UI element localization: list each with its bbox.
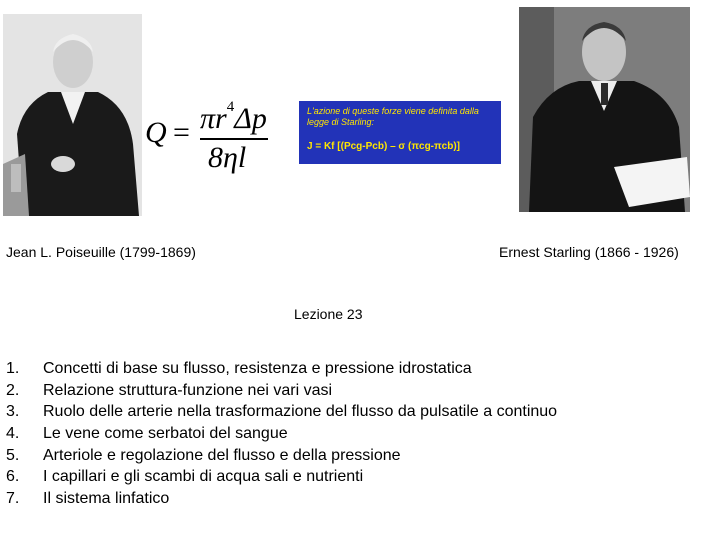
- formula-numerator-base: πr: [200, 102, 227, 135]
- portrait-illustration: [519, 7, 690, 212]
- formula-lhs: Q: [145, 116, 167, 149]
- topic-text: Relazione struttura-funzione nei vari vasi: [43, 381, 333, 399]
- starling-portrait: [519, 7, 690, 212]
- starling-equation-box: [299, 101, 501, 164]
- topic-text: Concetti di base su flusso, resistenza e pressione idrostatica: [43, 360, 472, 377]
- lecture-title: Lezione 23: [294, 306, 363, 322]
- fraction-bar: [200, 138, 268, 140]
- topic-item: [6, 423, 557, 445]
- topic-number: 7.: [6, 490, 20, 508]
- starling-description: L'azione di queste forze viene definita dalla legge di Starling:: [307, 106, 479, 127]
- topic-list: [6, 358, 557, 510]
- topic-text: Le vene come serbatoi del sangue: [43, 425, 288, 443]
- poiseuille-portrait: [3, 14, 142, 216]
- formula-equals: =: [173, 116, 190, 149]
- starling-equation: J = Kf [(Pcg-Pcb) – σ (πcg-πcb)]: [307, 141, 460, 152]
- topic-item: [6, 466, 557, 488]
- topic-text: I capillari e gli scambi di acqua sali e nutrienti: [43, 468, 364, 486]
- topic-item: [6, 445, 557, 467]
- topic-number: 6.: [6, 468, 20, 486]
- formula-numerator: [200, 99, 267, 136]
- topic-number: 5.: [6, 446, 20, 464]
- topic-number: 4.: [6, 425, 20, 443]
- topic-text: Ruolo delle arterie nella trasformazione del flusso da pulsatile a continuo: [43, 403, 558, 421]
- topic-item: [6, 380, 557, 402]
- portrait-illustration: [3, 14, 142, 216]
- topic-number: 1.: [6, 360, 20, 377]
- poiseuille-formula: [145, 100, 280, 175]
- topic-item: [6, 401, 557, 423]
- caption-starling: Ernest Starling (1866 - 1926): [499, 244, 679, 260]
- formula-numerator-tail: Δp: [234, 102, 267, 135]
- caption-poiseuille: Jean L. Poiseuille (1799-1869): [6, 244, 196, 260]
- topic-item: [6, 358, 557, 380]
- topic-item: [6, 488, 557, 510]
- topic-text: Il sistema linfatico: [43, 490, 170, 508]
- topic-number: 2.: [6, 381, 20, 399]
- formula-exponent: 4: [226, 99, 235, 115]
- formula-denominator: 8ηl: [208, 141, 247, 174]
- topic-text: Arteriole e regolazione del flusso e della pressione: [43, 446, 401, 464]
- topic-number: 3.: [6, 403, 20, 421]
